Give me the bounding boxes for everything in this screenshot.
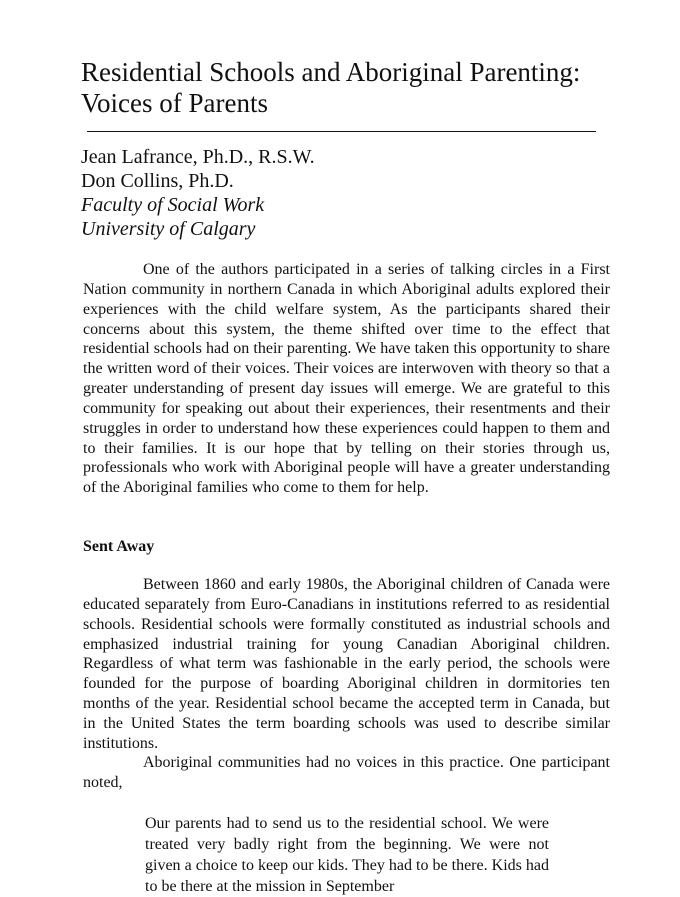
body-paragraph bbox=[83, 753, 610, 793]
affiliation-university: University of Calgary bbox=[81, 218, 256, 240]
title-divider bbox=[87, 131, 596, 132]
affiliation-faculty: Faculty of Social Work bbox=[81, 194, 265, 216]
paper-title: Residential Schools and Aboriginal Parenting: Voices of Parents bbox=[81, 57, 581, 118]
body-paragraph bbox=[83, 575, 610, 754]
intro-paragraph bbox=[83, 260, 610, 498]
author-name: Don Collins, Ph.D. bbox=[81, 170, 234, 192]
intro-text: One of the authors participated in a series of talking circles in a First Nation community in northern Canada in which Aboriginal adults explored their experiences with the child welfare system, As the participants shared their concerns about this system, the theme shifted over time to the effect that residential schools had on their parenting. We have taken this opportunity to share the written word of their voices. Their voices are interwoven with theory so that a greater understanding of present day issues will emerge. We are grateful to this community for speaking out about their experiences, their resentments and their struggles in order to understand how these experiences could happen to them and to their families. It is our hope that by telling on their stories through us, professionals who work with Aboriginal people will have a greater understanding of the Aboriginal families who come to them for help. bbox=[83, 261, 610, 497]
author-name: Jean Lafrance, Ph.D., R.S.W. bbox=[81, 146, 315, 168]
block-quote: Our parents had to send us to the residential school. We were treated very badly right from the beginning. We were not given a choice to keep our kids. They had to be there. Kids had to be there at the mission in September bbox=[145, 815, 549, 895]
author-block bbox=[81, 145, 601, 241]
section-heading: Sent Away bbox=[83, 538, 155, 555]
body-paragraph-text: Aboriginal communities had no voices in this practice. One participant noted, bbox=[83, 754, 610, 791]
body-paragraph-text: Between 1860 and early 1980s, the Aboriginal children of Canada were educated separately from Euro-Canadians in institutions referred to as residential schools. Residential schools were formally constituted as industrial schools and emphasized industrial training for young Canadian Aboriginal children. Regardless of what term was fashionable in the early period, the schools were founded for the purpose of boarding Aboriginal children in dormitories ten months of the year. Residential school became the accepted term in Canada, but in the United States the term boarding schools was used to describe similar institutions. bbox=[83, 576, 610, 752]
